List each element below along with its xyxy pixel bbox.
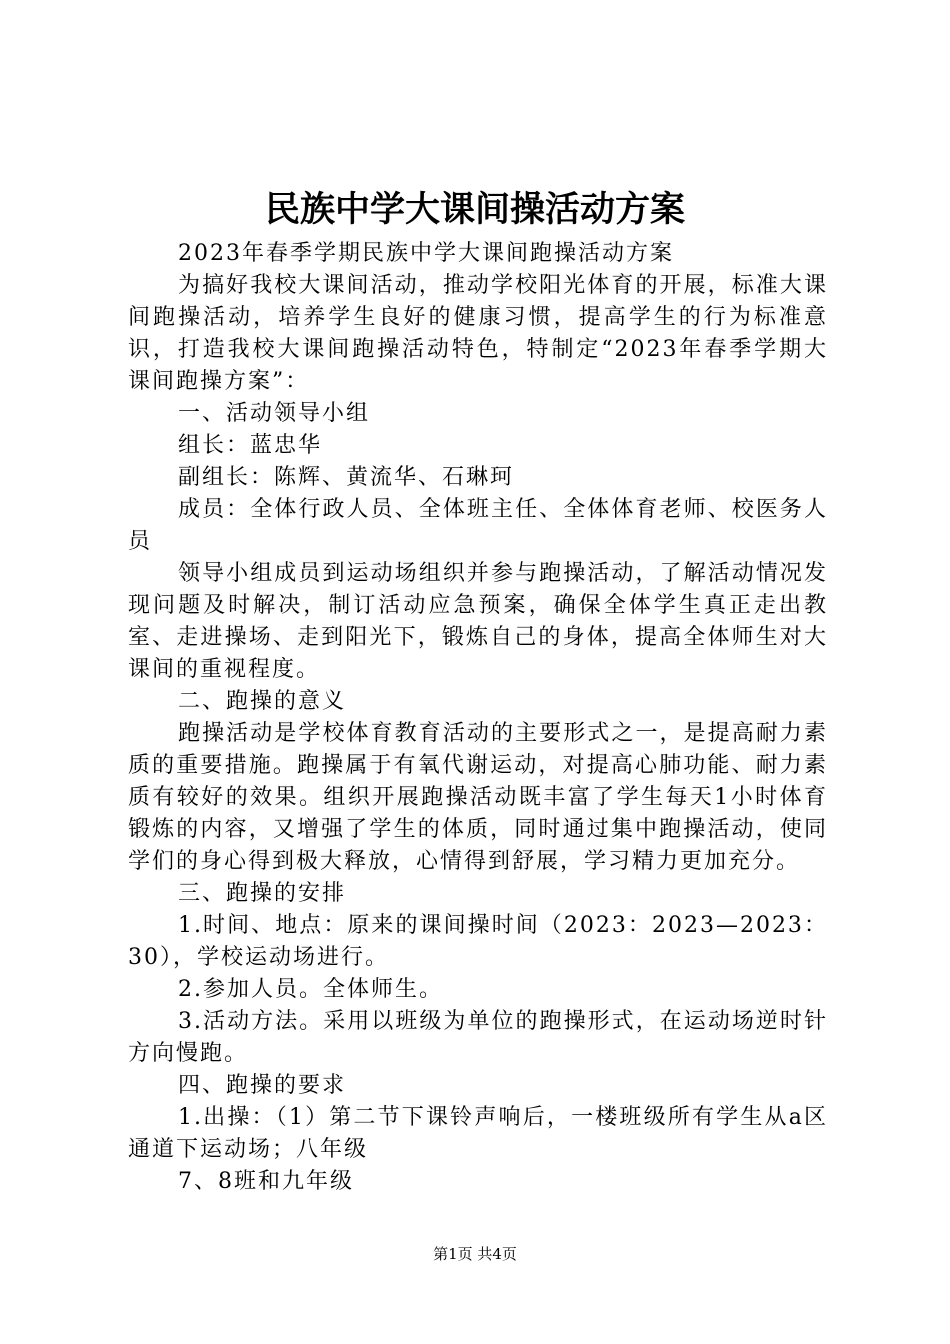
paragraph-classes: 7、8班和九年级 (178, 1169, 354, 1194)
paragraph-assembly: 1.出操：（1）第二节下课铃声响后，一楼班级所有学生从a区通道下运动场；八年级 (128, 1105, 828, 1162)
paragraph-significance: 跑操活动是学校体育教育活动的主要形式之一，是提高耐力素质的重要措施。跑操属于有氧代谢运动，对提高心肺功能、耐力素质有较好的效果。组织开展跑操活动既丰富了学生每天1小时体育锻炼的内容，又增强了学生的体质，同时通过集中跑操活动，使同学们的身心得到极大释放，心情得到舒展，学习精力更加充分。 (128, 721, 828, 874)
paragraph-group-leader: 组长：蓝忠华 (178, 433, 323, 458)
paragraph-deputy-leaders: 副组长：陈辉、黄流华、石琳珂 (178, 465, 515, 490)
heading-requirements: 四、跑操的要求 (178, 1073, 347, 1098)
paragraph-leadership-duties: 领导小组成员到运动场组织并参与跑操活动，了解活动情况发现问题及时解决，制订活动应急预案，确保全体学生真正走出教室、走进操场、走到阳光下，锻炼自己的身体，提高全体师生对大课间的重视程度。 (128, 561, 828, 682)
heading-arrangement: 三、跑操的安排 (178, 881, 347, 906)
document-title: 民族中学大课间操活动方案 (264, 189, 685, 230)
paragraph-members: 成员：全体行政人员、全体班主任、全体体育老师、校医务人员 (128, 497, 828, 554)
paragraph-intro: 为搞好我校大课间活动，推动学校阳光体育的开展，标准大课间跑操活动，培养学生良好的健康习惯，提高学生的行为标准意识，打造我校大课间跑操活动特色，特制定“2023年春季学期大课间跑操方案”： (128, 273, 828, 394)
paragraph-subtitle: 2023年春季学期民族中学大课间跑操活动方案 (178, 241, 674, 266)
page-number-footer: 第1页 共4页 (433, 1245, 517, 1263)
paragraph-time-place: 1.时间、地点：原来的课间操时间（2023：2023—2023：30），学校运动场进行。 (128, 913, 828, 970)
paragraph-method: 3.活动方法。采用以班级为单位的跑操形式，在运动场逆时针方向慢跑。 (128, 1009, 828, 1066)
paragraph-participants: 2.参加人员。全体师生。 (178, 977, 443, 1002)
document-body (128, 238, 828, 1198)
heading-significance: 二、跑操的意义 (178, 689, 347, 714)
heading-leadership-group: 一、活动领导小组 (178, 401, 371, 426)
